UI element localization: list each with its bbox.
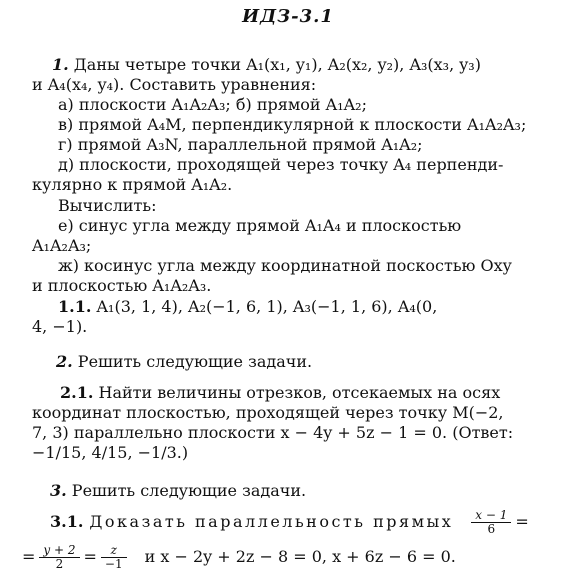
problem-1-item-a: а) плоскости A₁A₂A₃; б) прямой A₁A₂; <box>58 95 367 114</box>
fraction-y <box>39 544 79 571</box>
problem-1-line-2: и A₄(x₄, y₄). Составить уравнения: <box>32 75 317 94</box>
fraction-y-numerator: y + 2 <box>39 544 79 558</box>
problem-1-calc-label: Вычислить: <box>58 196 157 215</box>
problem-3-text: Решить следующие задачи. <box>71 481 307 500</box>
fraction-z-numerator: z <box>101 544 127 558</box>
equals-sign-3: = <box>83 547 97 566</box>
problem-3-1-line-2 <box>22 539 576 575</box>
problem-2-heading <box>56 353 576 371</box>
problem-2-number: 2. <box>56 352 73 371</box>
problem-1-text-1: Даны четыре точки A₁(x₁, y₁), A₂(x₂, y₂), A₃(x₃, y₃) <box>73 55 481 74</box>
problem-1-1-line-1 <box>58 298 576 316</box>
fraction-x <box>471 509 511 536</box>
fraction-z <box>101 544 127 571</box>
fraction-x-numerator: x − 1 <box>471 509 511 523</box>
problem-2-1-line-3: 7, 3) параллельно плоскости x − 4y + 5z − 1 = 0. (Ответ: <box>32 423 514 442</box>
problem-1-number: 1. <box>52 55 69 74</box>
problem-1-1-number: 1.1. <box>58 297 92 316</box>
problem-3-1-number: 3.1. <box>50 512 84 531</box>
problem-1-1-line-2: 4, −1). <box>32 317 88 336</box>
problem-2-1-text-1: Найти величины отрезков, отсекаемых на осях <box>98 383 501 402</box>
problem-1-item-zh-1: ж) косинус угла между координатной поскостью Oxy <box>58 256 512 275</box>
problem-3-heading <box>50 482 576 500</box>
problem-1-item-d-1: д) плоскости, проходящей через точку A₄ перпенди- <box>58 155 504 174</box>
problem-3-1-equations: и x − 2y + 2z − 8 = 0, x + 6z − 6 = 0. <box>144 547 456 566</box>
problem-3-number: 3. <box>50 481 67 500</box>
problem-1-line-1 <box>52 56 576 74</box>
page-title: ИДЗ-3.1 <box>242 6 334 27</box>
problem-1-item-zh-2: и плоскостью A₁A₂A₃. <box>32 276 212 295</box>
problem-2-text: Решить следующие задачи. <box>77 352 313 371</box>
problem-1-item-e-1: е) синус угла между прямой A₁A₄ и плоскостью <box>58 216 462 235</box>
fraction-y-denominator: 2 <box>55 556 64 571</box>
problem-2-1-line-2: координат плоскостью, проходящей через точку M(−2, <box>32 403 504 422</box>
fraction-z-denominator: −1 <box>104 556 123 571</box>
problem-1-1-text-1: A₁(3, 1, 4), A₂(−1, 6, 1), A₃(−1, 1, 6), A₄(0, <box>96 297 438 316</box>
problem-3-1-line-1 <box>50 505 576 539</box>
fraction-x-denominator: 6 <box>487 521 496 536</box>
problem-1-item-e-2: A₁A₂A₃; <box>32 236 92 255</box>
problem-2-1-line-4: −1/15, 4/15, −1/3.) <box>32 443 189 462</box>
problem-2-1-number: 2.1. <box>60 383 94 402</box>
problem-2-1-line-1 <box>60 384 576 402</box>
problem-1-item-g: г) прямой A₃N, параллельной прямой A₁A₂; <box>58 135 423 154</box>
equals-sign-2: = <box>22 547 36 566</box>
equals-sign-1: = <box>515 512 529 531</box>
problem-1-item-v: в) прямой A₄M, перпендикулярной к плоскости A₁A₂A₃; <box>58 115 527 134</box>
problem-1-item-d-2: кулярно к прямой A₁A₂. <box>32 175 233 194</box>
problem-3-1-text-1: Доказать параллельность прямых <box>89 512 454 531</box>
